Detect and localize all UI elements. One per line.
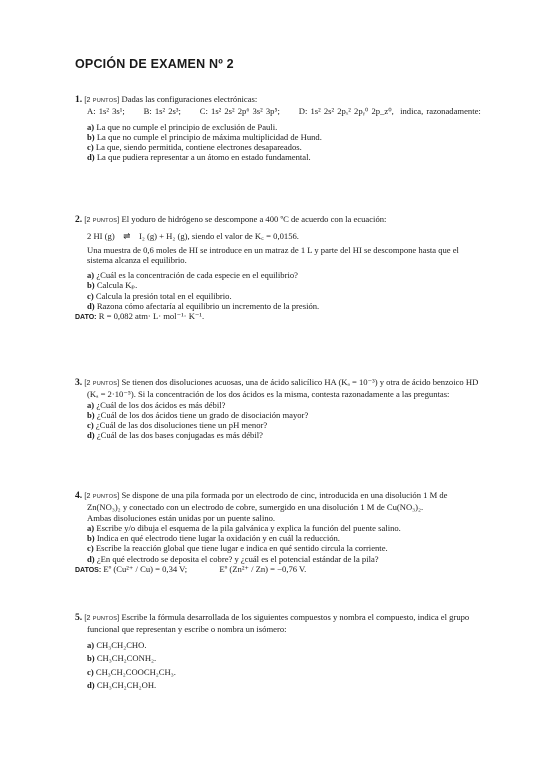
question-number: 1. (75, 94, 83, 105)
data-line: DATO: R = 0,082 atm· L· mol⁻¹· K⁻¹. (75, 311, 205, 322)
question-body: funcional que representan y escribe o nombra un isómero: (87, 624, 287, 635)
list-item: d) ¿Cuál de las dos bases conjugadas es más débil? (87, 430, 263, 441)
question-1-intro (75, 94, 475, 106)
question-body: Ambas disoluciones están unidas por un puente salino. (87, 512, 276, 523)
list-item: c) Escribe la reacción global que tiene lugar e indica en qué sentido circula la corriente. (87, 543, 388, 554)
question-text: Se dispone de una pila formada por un electrodo de cinc, introducida en una disolución 1 M de (121, 490, 448, 500)
question-body: Una muestra de 0,6 moles de HI se introduce en un matraz de 1 L y parte del HI se descompone hasta que el (87, 244, 459, 255)
question-4 (75, 490, 475, 576)
list-item: c) La que, siendo permitida, contiene electrones desapareados. (87, 142, 302, 153)
option-tail: indica, razonadamente: (400, 106, 481, 117)
list-item: c) Calcula la presión total en el equilibrio. (87, 290, 232, 301)
question-3-intro (75, 377, 479, 389)
configuration-options (75, 106, 481, 117)
list-item: b) CH₃CH₂CONH₂. (87, 653, 157, 664)
points-badge: [2 PUNTOS] (84, 380, 120, 387)
option-c: C: 1s² 2s² 2p⁶ 3s² 3p⁵; (199, 106, 280, 117)
question-body: sistema alcanza el equilibrio. (87, 254, 187, 265)
question-number: 4. (75, 490, 83, 501)
option-a: A: 1s² 3s¹; (87, 106, 125, 117)
question-body: Zn(NO₃)₂ y conectado con un electrodo de cobre, sumergido en una disolución 1 M de Cu(NO₃)₂. (87, 502, 424, 513)
option-b: B: 1s² 2s³; (143, 106, 181, 117)
question-number: 2. (75, 214, 83, 225)
question-5-intro (75, 612, 475, 624)
list-item: a) Escribe y/o dibuja el esquema de la pila galvánica y explica la función del puente salino. (87, 522, 401, 533)
question-text: El yoduro de hidrógeno se descompone a 400 ºC de acuerdo con la ecuación: (121, 214, 387, 224)
data-line: DATOS: Eº (Cu²⁺ / Cu) = 0,34 V; Eº (Zn²⁺ / Zn) = −0,76 V. (75, 564, 307, 575)
list-item: d) Razona cómo afectaría al equilibrio un incremento de la presión. (87, 301, 320, 312)
points-badge: [2 PUNTOS] (84, 615, 120, 622)
points-badge: [2 PUNTOS] (84, 493, 120, 500)
list-item: a) La que no cumple el principio de exclusión de Pauli. (87, 121, 278, 132)
question-2 (75, 214, 475, 324)
question-5 (75, 612, 475, 693)
question-text: Dadas las configuraciones electrónicas: (121, 94, 258, 104)
list-item: d) ¿En qué electrodo se deposita el cobre? y ¿cuál es el potencial estándar de la pila? (87, 553, 379, 564)
question-text: Escribe la fórmula desarrollada de los siguientes compuestos y nombra el compuesto, indica el grupo (121, 612, 470, 622)
question-body: (Kₐ = 2·10⁻⁵). Si la concentración de los dos ácidos es la misma, contesta razonadamente a las preguntas: (87, 389, 450, 400)
equilibrium-equation: 2 HI (g) ⇌ I₂ (g) + H₂ (g), siendo el valor de K꜀ = 0,0156. (87, 231, 299, 242)
question-text: Se tienen dos disoluciones acuosas, una de ácido salicílico HA (Kₐ = 10⁻³) y otra de ácido benzoico HD (121, 377, 479, 387)
points-badge: [2 PUNTOS] (84, 217, 120, 224)
list-item: a) CH₃CH₂CHO. (87, 639, 147, 650)
question-2-intro (75, 214, 475, 226)
question-4-intro (75, 490, 475, 502)
points-badge: [2 PUNTOS] (84, 97, 120, 104)
option-d: D: 1s² 2s² 2pₓ² 2pᵧ⁰ 2p_z⁰, (298, 106, 394, 117)
list-item: c) CH₃CH₂COOCH₂CH₃. (87, 666, 176, 677)
list-item: d) CH₃CH₂CH₂OH. (87, 680, 157, 691)
list-item: a) ¿Cuál de los dos ácidos es más débil? (87, 399, 226, 410)
list-item: b) Calcula Kₚ. (87, 280, 138, 291)
list-item: b) Indica en qué electrodo tiene lugar la oxidación y en cuál la reducción. (87, 533, 340, 544)
question-1 (75, 94, 481, 163)
list-item: c) ¿Cuál de las dos disoluciones tiene un pH menor? (87, 420, 268, 431)
question-number: 5. (75, 612, 83, 623)
equilibrium-arrow-icon: ⇌ (123, 231, 131, 242)
list-item: b) La que no cumple el principio de máxima multiplicidad de Hund. (87, 131, 322, 142)
list-item: d) La que pudiera representar a un átomo en estado fundamental. (87, 152, 311, 163)
question-3 (75, 377, 479, 441)
list-item: a) ¿Cuál es la concentración de cada especie en el equilibrio? (87, 270, 298, 281)
list-item: b) ¿Cuál de los dos ácidos tiene un grado de disociación mayor? (87, 409, 309, 420)
page-title: OPCIÓN DE EXAMEN Nº 2 (75, 57, 234, 71)
question-number: 3. (75, 377, 83, 388)
